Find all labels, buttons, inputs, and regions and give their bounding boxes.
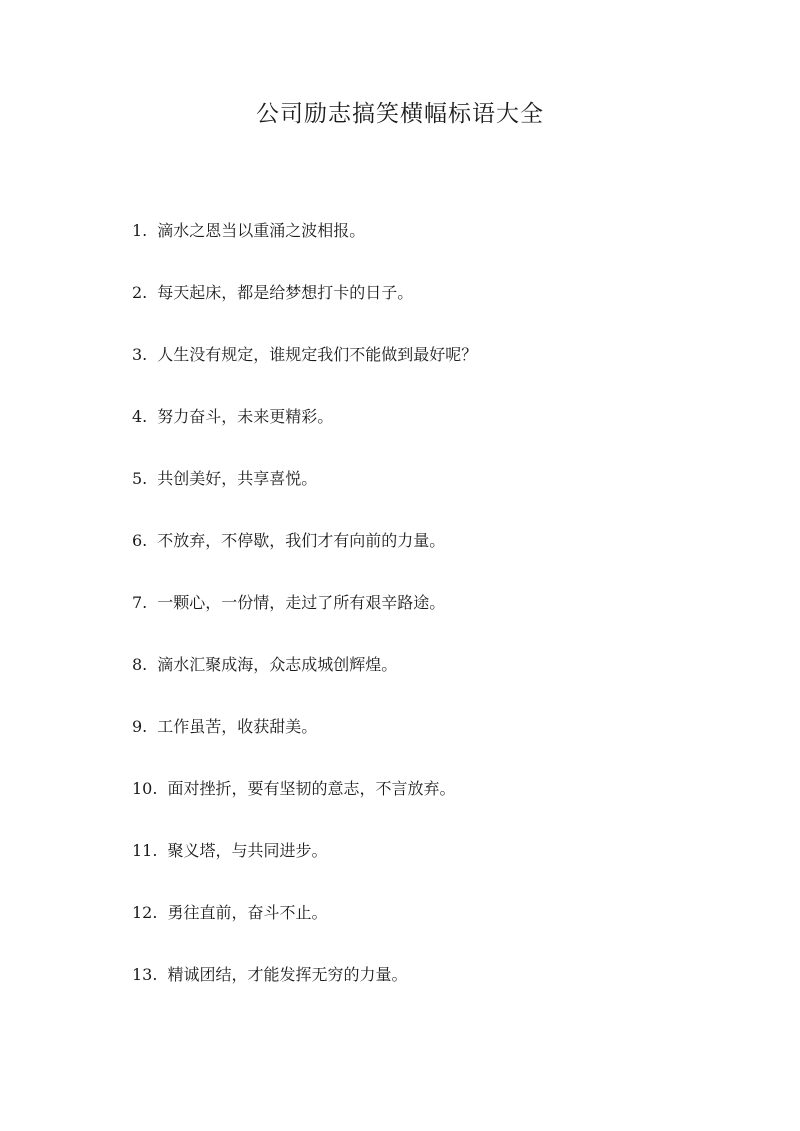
item-number: 6. (132, 531, 148, 550)
item-text: 滴水之恩当以重涌之波相报。 (157, 221, 366, 240)
list-item (132, 219, 365, 243)
item-text: 工作虽苦，收获甜美。 (157, 717, 318, 736)
item-text: 滴水汇聚成海，众志成城创辉煌。 (157, 655, 398, 674)
list-item (132, 653, 397, 677)
item-text: 精诚团结，才能发挥无穷的力量。 (167, 965, 408, 984)
item-number: 10. (132, 779, 158, 798)
list-item (132, 963, 407, 987)
item-number: 11. (132, 841, 158, 860)
item-number: 1. (132, 221, 148, 240)
item-number: 7. (132, 593, 148, 612)
list-item (132, 715, 317, 739)
item-number: 2. (132, 283, 148, 302)
item-text: 努力奋斗，未来更精彩。 (157, 407, 334, 426)
list-item (132, 467, 317, 491)
list-item (132, 901, 327, 925)
list-item (132, 839, 327, 863)
list-item (132, 281, 413, 305)
item-text: 一颗心，一份情，走过了所有艰辛路途。 (157, 593, 446, 612)
item-number: 9. (132, 717, 148, 736)
list-item (132, 529, 445, 553)
item-text: 聚义塔，与共同进步。 (167, 841, 328, 860)
item-text: 每天起床，都是给梦想打卡的日子。 (157, 283, 414, 302)
list-item (132, 405, 333, 429)
item-number: 8. (132, 655, 148, 674)
item-text: 人生没有规定，谁规定我们不能做到最好呢？ (157, 345, 478, 364)
item-number: 5. (132, 469, 148, 488)
item-number: 4. (132, 407, 148, 426)
item-text: 不放弃，不停歇，我们才有向前的力量。 (157, 531, 446, 550)
list-item (132, 777, 455, 801)
item-text: 勇往直前，奋斗不止。 (167, 903, 328, 922)
item-number: 12. (132, 903, 158, 922)
item-text: 面对挫折，要有坚韧的意志，不言放弃。 (167, 779, 456, 798)
list-item (132, 591, 445, 615)
list-item (132, 343, 477, 367)
item-number: 13. (132, 965, 158, 984)
item-number: 3. (132, 345, 148, 364)
page-title: 公司励志搞笑横幅标语大全 (256, 101, 544, 127)
item-text: 共创美好，共享喜悦。 (157, 469, 318, 488)
